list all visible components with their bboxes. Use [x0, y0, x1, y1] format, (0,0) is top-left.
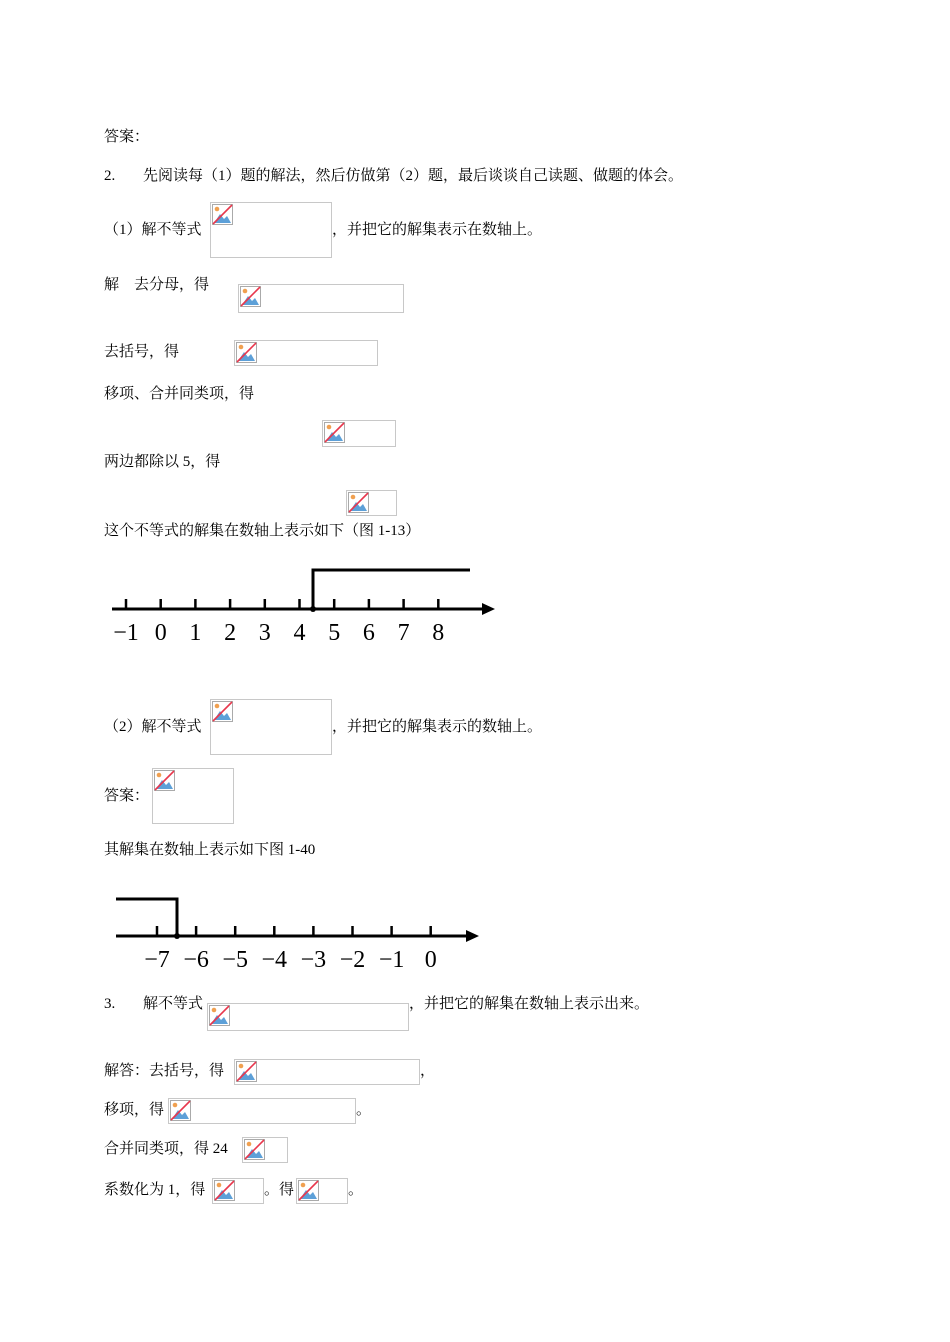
- broken-image-icon: [236, 1061, 257, 1082]
- formula-image: [212, 1178, 264, 1204]
- sub-question-2-text: （2）解不等式: [104, 719, 202, 735]
- tick-label: −6: [183, 947, 209, 973]
- step-move-terms: 移项、合并同类项，得: [104, 386, 255, 402]
- punctuation: 。: [356, 1102, 372, 1118]
- tick-label: 7: [397, 620, 410, 646]
- question-number: 2.: [104, 168, 116, 184]
- formula-image: [234, 340, 378, 366]
- tick-label: 8: [432, 620, 445, 646]
- number-line-2: [100, 885, 490, 975]
- tick-label: −7: [144, 947, 170, 973]
- answer-label: 答案：: [104, 788, 150, 804]
- broken-image-icon: [348, 492, 369, 513]
- formula-image: [168, 1098, 356, 1124]
- solution-region-line: [116, 899, 177, 936]
- broken-image-icon: [240, 286, 261, 307]
- number-line-1: [100, 560, 510, 650]
- solution-region-line: [313, 570, 470, 609]
- formula-image: [346, 490, 397, 516]
- solution-step-3: 合并同类项，得 24: [104, 1141, 228, 1157]
- tick-label: −1: [378, 947, 405, 973]
- sub-question-1-text: （1）解不等式: [104, 222, 202, 238]
- tick-label: 1: [189, 620, 202, 646]
- formula-image: [207, 1003, 409, 1031]
- formula-image: [296, 1178, 348, 1204]
- tick-label: 6: [362, 620, 375, 646]
- tick-label: −4: [261, 947, 288, 973]
- broken-image-icon: [212, 204, 233, 225]
- broken-image-icon: [324, 422, 345, 443]
- number-line-caption-1: 这个不等式的解集在数轴上表示如下（图 1-13）: [104, 523, 421, 539]
- solution-point: [174, 933, 180, 939]
- broken-image-icon: [209, 1005, 230, 1026]
- tick-label: 3: [258, 620, 271, 646]
- punctuation: ，: [420, 1063, 436, 1079]
- broken-image-icon: [244, 1139, 265, 1160]
- tick-label: −1: [113, 620, 139, 646]
- question-text-end: ，并把它的解集在数轴上表示出来。: [409, 996, 650, 1012]
- formula-image: [210, 202, 332, 258]
- step-remove-brackets: 去括号，得: [104, 344, 180, 360]
- broken-image-icon: [214, 1180, 235, 1201]
- formula-image: [242, 1137, 288, 1163]
- tick-label: 5: [328, 620, 341, 646]
- answer-label: 答案：: [104, 129, 150, 145]
- solution-step-1: 解答：去括号，得: [104, 1063, 225, 1079]
- broken-image-icon: [298, 1180, 319, 1201]
- arrow-head: [482, 603, 495, 615]
- tick-label: −2: [339, 947, 366, 973]
- solution-step-2: 移项，得: [104, 1102, 165, 1118]
- formula-image: [322, 420, 396, 447]
- broken-image-icon: [236, 342, 257, 363]
- solution-point: [310, 606, 316, 612]
- formula-image: [210, 699, 332, 755]
- answer-image: [152, 768, 234, 824]
- number-line-caption-2: 其解集在数轴上表示如下图 1-40: [104, 842, 316, 858]
- formula-image: [238, 284, 404, 313]
- question-text: 先阅读每（1）题的解法，然后仿做第（2）题，最后谈谈自己读题、做题的体会。: [143, 168, 684, 184]
- tick-label: −5: [222, 947, 248, 973]
- broken-image-icon: [154, 770, 175, 791]
- tick-label: 0: [154, 620, 167, 646]
- formula-image: [234, 1059, 420, 1085]
- question-number: 3.: [104, 996, 116, 1012]
- solution-step-4-mid: 。得: [264, 1182, 295, 1198]
- broken-image-icon: [212, 701, 233, 722]
- punctuation: 。: [348, 1182, 364, 1198]
- solution-step-4: 系数化为 1，得: [104, 1182, 206, 1198]
- question-text: 解不等式: [143, 996, 204, 1012]
- tick-label: 4: [293, 620, 306, 646]
- tick-label: −3: [300, 947, 327, 973]
- step-clear-denominator: 解 去分母，得: [104, 277, 210, 293]
- step-divide: 两边都除以 5，得: [104, 454, 221, 470]
- broken-image-icon: [170, 1100, 191, 1121]
- arrow-head: [466, 930, 479, 942]
- sub-question-1-text-end: ，并把它的解集表示在数轴上。: [332, 222, 543, 238]
- sub-question-2-text-end: ，并把它的解集表示的数轴上。: [332, 719, 543, 735]
- tick-label: 0: [424, 947, 437, 973]
- tick-label: 2: [224, 620, 237, 646]
